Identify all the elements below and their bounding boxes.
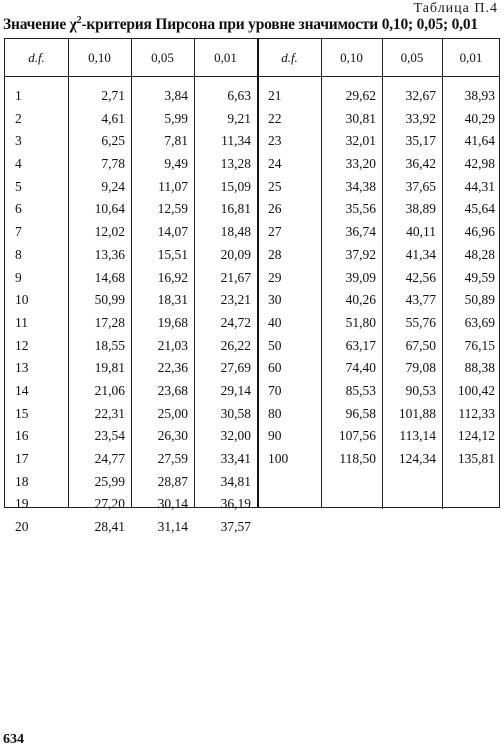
table-cell: 76,15 — [464, 337, 495, 353]
table-cell: 3,84 — [164, 88, 188, 103]
table-cell: 40,11 — [406, 224, 436, 240]
table-cell: 6 — [15, 201, 22, 217]
table-cell: 26 — [268, 201, 282, 217]
table-cell: 13,36 — [94, 246, 125, 262]
table-cell: 16,92 — [157, 269, 188, 285]
chi-square-table — [4, 38, 500, 535]
table-cell: 15,09 — [220, 178, 251, 194]
table-cell: 88,38 — [464, 360, 495, 376]
table-cell: 90 — [268, 428, 282, 444]
table-cell: 18,48 — [220, 224, 251, 240]
table-cell: 6,25 — [101, 133, 125, 149]
title-prefix: Значение χ — [3, 16, 77, 34]
table-cell: 5 — [15, 178, 22, 194]
header-df: d.f. — [281, 50, 298, 65]
table-cell: 107,56 — [338, 428, 376, 444]
left-p005-column — [131, 85, 188, 539]
table-cell: 26,30 — [157, 428, 188, 444]
table-cell: 50,89 — [464, 292, 495, 308]
table-cell: 55,76 — [405, 314, 436, 330]
table-cell: 6,63 — [227, 88, 251, 103]
table-cell: 23,54 — [94, 428, 125, 444]
table-cell: 18,31 — [157, 292, 188, 308]
table-cell: 23,21 — [220, 292, 251, 308]
table-cell: 29,14 — [220, 382, 251, 398]
table-cell: 29 — [268, 269, 282, 285]
table-cell: 13 — [15, 360, 29, 376]
header-p005: 0,05 — [151, 50, 174, 65]
table-cell: 40,26 — [345, 292, 376, 308]
table-cell: 41,34 — [405, 246, 436, 262]
table-cell: 20,09 — [220, 246, 251, 262]
table-cell: 25 — [268, 178, 282, 194]
table-cell: 2 — [15, 110, 22, 126]
table-cell: 37,57 — [220, 519, 251, 535]
table-title — [3, 15, 478, 34]
table-cell: 11 — [15, 314, 28, 330]
table-cell: 12 — [15, 337, 29, 353]
right-df-column — [268, 85, 316, 471]
table-cell: 27,20 — [94, 496, 125, 512]
table-cell: 15,51 — [157, 246, 188, 262]
table-cell: 14 — [15, 382, 29, 398]
table-cell: 50,99 — [94, 292, 125, 308]
table-cell: 40 — [268, 314, 282, 330]
table-cell: 28 — [268, 246, 282, 262]
header-p001: 0,01 — [214, 50, 237, 65]
table-cell: 100 — [268, 451, 289, 466]
table-cell: 63,17 — [345, 337, 376, 353]
table-cell: 28,87 — [157, 473, 188, 489]
table-cell: 9,49 — [164, 156, 188, 172]
table-cell: 10 — [15, 292, 29, 308]
left-p010-column — [68, 85, 125, 539]
right-p001-column — [442, 85, 495, 471]
table-cell: 25,99 — [94, 473, 125, 489]
table-cell: 30 — [268, 292, 282, 308]
table-cell: 11,34 — [221, 133, 251, 149]
table-cell: 22,31 — [94, 405, 125, 421]
table-cell: 32,01 — [345, 133, 376, 149]
table-cell: 74,40 — [345, 360, 376, 376]
table-cell: 51,80 — [345, 314, 376, 330]
table-cell: 23 — [268, 133, 282, 149]
table-cell: 12,59 — [157, 201, 188, 217]
table-cell: 118,50 — [339, 451, 376, 466]
table-cell: 4,61 — [101, 110, 125, 126]
header-p005: 0,05 — [400, 50, 424, 65]
table-cell: 9,24 — [101, 178, 125, 194]
table-cell: 60 — [268, 360, 282, 376]
table-cell: 124,34 — [398, 451, 436, 466]
table-cell: 44,31 — [464, 178, 495, 194]
table-cell: 49,59 — [464, 269, 495, 285]
table-cell: 9 — [15, 269, 22, 285]
table-cell: 101,88 — [398, 405, 436, 421]
table-cell: 7 — [15, 224, 22, 240]
table-cell: 21,03 — [157, 337, 188, 353]
right-p010-column — [321, 85, 376, 471]
table-cell: 85,53 — [345, 382, 376, 398]
table-cell: 29,62 — [345, 88, 376, 103]
header-p010: 0,10 — [340, 50, 363, 65]
table-cell: 18,55 — [94, 337, 125, 353]
header-p001: 0,01 — [459, 50, 483, 65]
table-cell: 22 — [268, 110, 282, 126]
table-cell: 20 — [15, 519, 29, 535]
table-cell: 46,96 — [464, 224, 495, 240]
table-cell: 21,06 — [94, 382, 125, 398]
table-cell: 39,09 — [345, 269, 376, 285]
table-cell: 14,07 — [157, 224, 188, 240]
table-cell: 17,28 — [94, 314, 125, 330]
table-cell: 37,92 — [345, 246, 376, 262]
table-cell: 1 — [15, 88, 22, 103]
table-cell: 70 — [268, 382, 282, 398]
table-cell: 27,59 — [157, 451, 188, 466]
table-cell: 31,14 — [157, 519, 188, 535]
table-cell: 23,68 — [157, 382, 188, 398]
table-cell: 19 — [15, 496, 29, 512]
table-cell: 30,81 — [345, 110, 376, 126]
table-cell: 3 — [15, 133, 22, 149]
table-cell: 34,81 — [220, 473, 251, 489]
page-number: 634 — [3, 732, 24, 747]
table-cell: 79,08 — [405, 360, 436, 376]
table-cell: 37,65 — [405, 178, 436, 194]
table-cell: 26,22 — [220, 337, 251, 353]
table-cell: 12,02 — [94, 224, 125, 240]
table-cell: 24,77 — [94, 451, 125, 466]
table-cell: 35,56 — [345, 201, 376, 217]
table-cell: 63,69 — [464, 314, 495, 330]
table-cell: 38,93 — [464, 88, 495, 103]
table-cell: 13,28 — [220, 156, 251, 172]
table-cell: 41,64 — [464, 133, 495, 149]
table-cell: 19,68 — [157, 314, 188, 330]
table-cell: 24,72 — [220, 314, 251, 330]
table-cell: 11,07 — [158, 178, 188, 194]
table-cell: 36,42 — [405, 156, 436, 172]
table-cell: 43,77 — [405, 292, 436, 308]
table-cell: 7,81 — [164, 133, 188, 149]
title-superscript: 2 — [76, 15, 82, 26]
table-cell: 24 — [268, 156, 282, 172]
table-cell: 5,99 — [164, 110, 188, 126]
block-divider — [257, 39, 259, 507]
right-p005-column — [382, 85, 436, 471]
table-cell: 112,33 — [458, 405, 495, 421]
table-cell: 45,64 — [464, 201, 495, 217]
table-cell: 50 — [268, 337, 282, 353]
table-cell: 36,74 — [345, 224, 376, 240]
table-cell: 33,41 — [220, 451, 251, 466]
table-cell: 21,67 — [220, 269, 251, 285]
table-cell: 14,68 — [94, 269, 125, 285]
table-cell: 9,21 — [227, 110, 251, 126]
table-cell: 35,17 — [405, 133, 436, 149]
table-cell: 32,00 — [220, 428, 251, 444]
table-cell: 16 — [15, 428, 29, 444]
table-cell: 33,92 — [405, 110, 436, 126]
table-cell: 40,29 — [464, 110, 495, 126]
table-cell: 27 — [268, 224, 282, 240]
table-cell: 19,81 — [94, 360, 125, 376]
table-cell: 28,41 — [94, 519, 125, 535]
table-cell: 36,19 — [220, 496, 251, 512]
table-cell: 16,81 — [220, 201, 251, 217]
table-cell: 15 — [15, 405, 29, 421]
table-cell: 32,67 — [405, 88, 436, 103]
table-cell: 4 — [15, 156, 22, 172]
table-cell: 18 — [15, 473, 29, 489]
table-cell: 100,42 — [457, 382, 495, 398]
table-cell: 90,53 — [405, 382, 436, 398]
header-p010: 0,10 — [88, 50, 111, 65]
table-cell: 80 — [268, 405, 282, 421]
table-cell: 42,56 — [405, 269, 436, 285]
table-cell: 135,81 — [457, 451, 495, 466]
table-cell: 124,12 — [457, 428, 495, 444]
table-cell: 2,71 — [101, 88, 125, 103]
table-cell: 27,69 — [220, 360, 251, 376]
table-cell: 10,64 — [94, 201, 125, 217]
table-cell: 42,98 — [464, 156, 495, 172]
table-cell: 8 — [15, 246, 22, 262]
table-cell: 30,14 — [157, 496, 188, 512]
table-cell: 34,38 — [345, 178, 376, 194]
left-p001-column — [194, 85, 251, 539]
table-cell: 30,58 — [220, 405, 251, 421]
header-rule — [5, 76, 499, 77]
table-cell: 38,89 — [405, 201, 436, 217]
table-cell: 17 — [15, 451, 29, 466]
table-cell: 113,14 — [399, 428, 436, 444]
table-cell: 22,36 — [157, 360, 188, 376]
table-cell: 7,78 — [101, 156, 125, 172]
table-cell: 25,00 — [157, 405, 188, 421]
left-df-column — [15, 85, 63, 539]
table-cell: 48,28 — [464, 246, 495, 262]
table-cell: 67,50 — [405, 337, 436, 353]
header-df: d.f. — [28, 50, 45, 65]
table-cell: 21 — [268, 88, 282, 103]
table-cell: 33,20 — [345, 156, 376, 172]
table-label: Таблица П.4 — [413, 1, 498, 16]
table-cell: 96,58 — [345, 405, 376, 421]
title-suffix: -критерия Пирсона при уровне значимости 0,10; 0,05; 0,01 — [81, 16, 478, 34]
